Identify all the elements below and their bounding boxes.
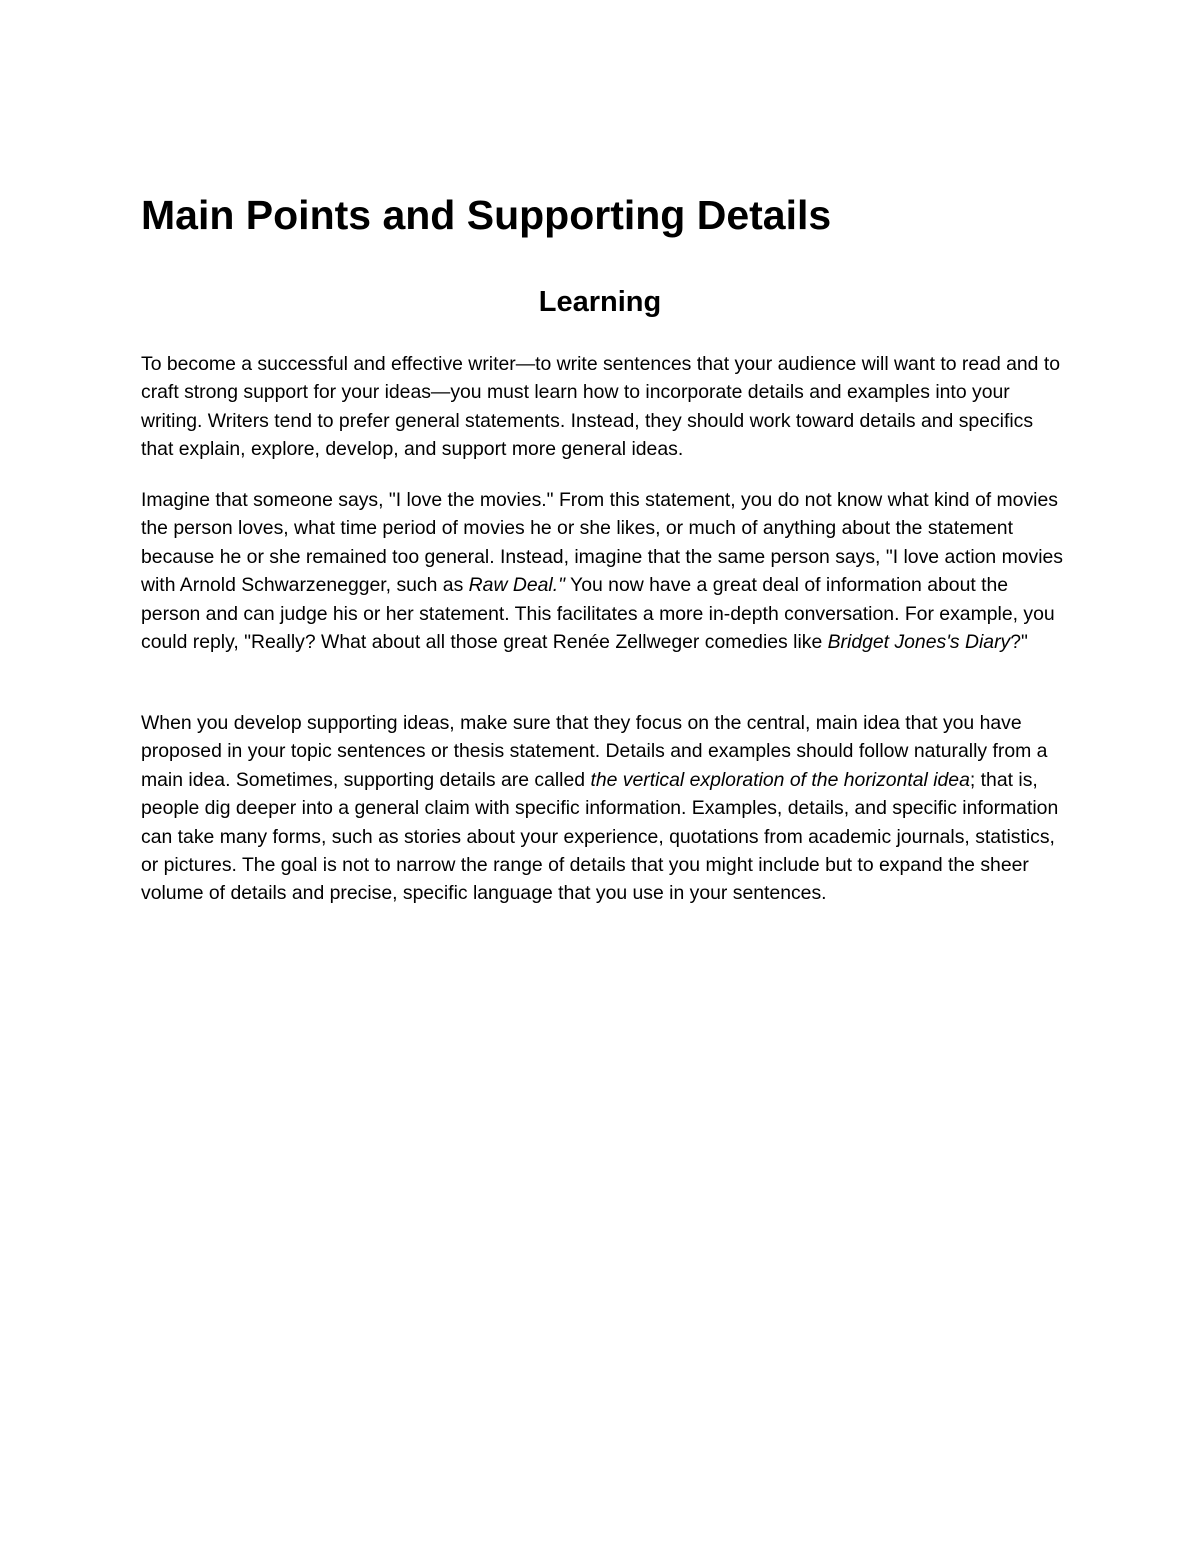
paragraph-1-text: To become a successful and effective writer—to write sentences that your audience will want to read and to craft strong support for your ideas—you must learn how to incorporate details and examples into your writing. Writers tend to prefer general statements. Instead, they should work toward details and specifics that explain, explore, develop, and support more general ideas. — [141, 353, 1061, 461]
film-title-raw-deal: Raw Deal." — [468, 574, 566, 597]
paragraph-3-text-part-1: When you develop supporting ideas, make sure that they focus on the central, main idea that you have proposed in your topic sentences or thesis statement. Details and examples should follow naturally from a main idea. Sometimes, supporting details are called — [141, 712, 1048, 791]
paragraph-2-text-part-1: Imagine that someone says, "I love the movies." From this statement, you do not know what kind of movies the person loves, what time period of movies he or she likes, or much of anything about the statement because he or she remained too general. Instead, imagine that the same person says, "I love action movies with Arnold Schwarzenegger, such as — [141, 489, 1064, 597]
section-heading: Learning — [538, 286, 662, 318]
paragraph-1 — [141, 350, 1063, 464]
paragraph-3-text-part-2: ; that is, people dig deeper into a general claim with specific information. Examples, details, and specific information can take many forms, such as stories about your experience, quotations from academic journals, statistics, or pictures. The goal is not to narrow the range of details that you might include but to expand the sheer volume of details and precise, specific language that you use in your sentences. — [141, 768, 1059, 905]
paragraph-2-text-part-3: ?" — [1010, 631, 1028, 654]
document-title: Main Points and Supporting Details — [141, 192, 832, 238]
paragraph-3 — [141, 709, 1063, 908]
paragraph-2 — [141, 486, 1063, 656]
paragraph-2-text-part-2: You now have a great deal of information about the person and can judge his or her statement. This facilitates a more in-depth conversation. For example, you could reply, "Really? What about all those great Renée Zellweger comedies like — [141, 574, 1055, 654]
emphasized-term: the vertical exploration of the horizontal idea — [590, 768, 970, 791]
film-title-bridget-jones: Bridget Jones's Diary — [827, 631, 1011, 654]
